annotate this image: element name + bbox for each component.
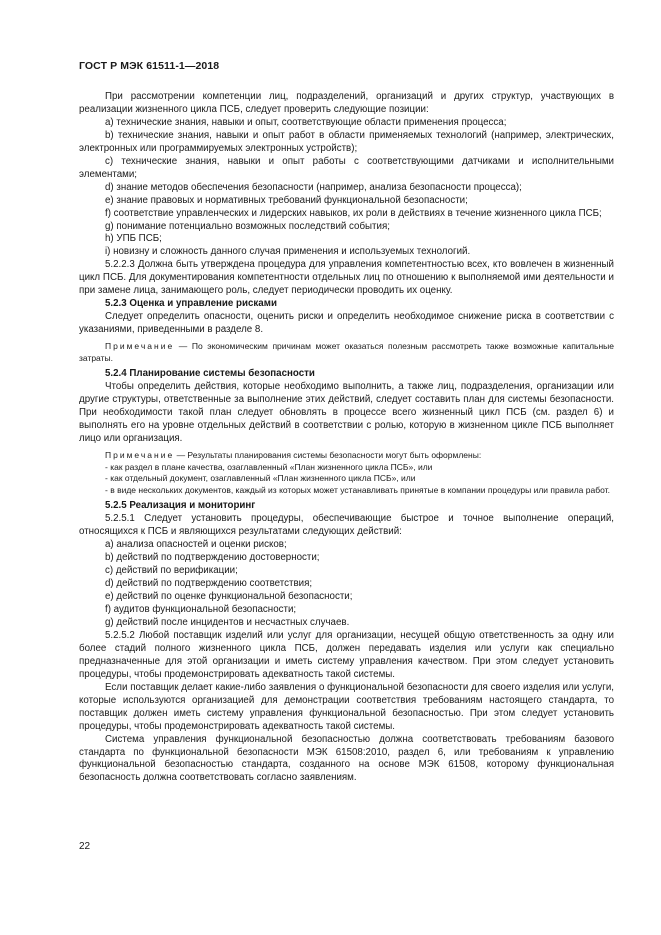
- list-item: c) действий по верификации;: [105, 565, 238, 577]
- list-item: d) действий по подтверждению соответствия;: [105, 578, 313, 590]
- list-item: h) УПБ ПСБ;: [105, 233, 162, 245]
- note-text: — Результаты планирования системы безопасности могут быть оформлены:: [174, 450, 482, 461]
- document-body: [79, 91, 614, 785]
- list-item: f) соответствие управленческих и лидерских навыков, их роли в действиях в течение жизненного цикла ПСБ;: [105, 207, 602, 219]
- list-item: a) технические знания, навыки и опыт, соответствующие области применения процесса;: [105, 116, 507, 128]
- paragraph-5-2-4: Чтобы определить действия, которые необходимо выполнить, а также лиц, подразделения, организации или другие структуры, ответственные за выполнение этих действий, следует составить план для системы безопасности. При необходимости такой план следует обновлять в процессе всего жизненный цикл ПСБ (см. раздел 6) и выполнять его на уровне отдельных действий в соответствии с ролью, которую в жизненном цикле ПСБ выполняет лицо или организация.: [79, 381, 614, 445]
- paragraph-5-2-5-1: 5.2.5.1 Следует установить процедуры, обеспечивающие быстрое и точное выполнение операций, относящихся к ПСБ и являющихся результатами следующих действий:: [79, 513, 614, 538]
- note-text: — По экономическим причинам может оказаться полезным рассмотреть также возможные капитальные затраты.: [79, 341, 614, 363]
- heading-5-2-5: 5.2.5 Реализация и мониторинг: [105, 500, 256, 512]
- list-item: a) анализа опасностей и оценки рисков;: [105, 539, 287, 551]
- note-label: Примечание: [105, 450, 175, 461]
- paragraph-5-2-3: Следует определить опасности, оценить риски и определить необходимое снижение риска в соответствии с указаниями, приведенными в разделе 8.: [79, 311, 614, 336]
- heading-5-2-3: 5.2.3 Оценка и управление рисками: [105, 298, 277, 310]
- document-header-title: ГОСТ Р МЭК 61511-1—2018: [79, 60, 220, 72]
- note-economic: [79, 341, 614, 364]
- list-item: d) знание методов обеспечения безопасности (например, анализа безопасности процесса);: [105, 181, 522, 193]
- paragraph-supplier-claims: Если поставщик делает какие-либо заявления о функциональной безопасности для своего изделия или услуги, которые используются организацией для демонстрации соответствия требованиям настоящего стандарта, то поставщик должен иметь систему управления функциональной безопасностью. При этом следует установить процедуры, чтобы продемонстрировать адекватность такой системы.: [79, 681, 614, 732]
- list-item: g) понимание потенциально возможных последствий события;: [105, 220, 390, 232]
- list-item: f) аудитов функциональной безопасности;: [105, 604, 297, 616]
- list-item: i) новизну и сложность данного случая применения и используемых технологий.: [105, 246, 471, 258]
- heading-5-2-4: 5.2.4 Планирование системы безопасности: [105, 368, 315, 380]
- paragraph-intro: При рассмотрении компетенции лиц, подразделений, организаций и других структур, участвующих в реализации жизненного цикла ПСБ, следует проверить следующие позиции:: [79, 91, 614, 115]
- list-item: b) технические знания, навыки и опыт работ в области применяемых технологий (например, электрических, электронных или программируемых электронных устройств);: [79, 129, 614, 154]
- page-number: 22: [79, 841, 91, 852]
- actions-list: [79, 539, 614, 630]
- note-list-item: - в виде нескольких документов, каждый из которых может устанавливать принятые в компании процедуры или правила работ.: [105, 484, 610, 495]
- paragraph-5-2-5-2: 5.2.5.2 Любой поставщик изделий или услуг для организации, несущей общую ответственность за одну или более стадий полного жизненного цикла ПСБ, должен передавать изделия или услуги как специально предназначенные для этой организации и иметь систему управления качеством. При этом следует установить процедуры, чтобы продемонстрировать адекватность такой системы.: [79, 629, 614, 680]
- list-item: g) действий после инцидентов и несчастных случаев.: [105, 616, 350, 628]
- paragraph-5-2-2-3: 5.2.2.3 Должна быть утверждена процедура для управления компетентностью всех, кто вовлечен в жизненный цикл ПСБ. Для документирования компетентности отдельных лиц по отношению к выполняемой ими деятельности и при замене лица, занимающего роль, следует периодически проводить их оценку.: [79, 259, 614, 297]
- paragraph-management-system: Система управления функциональной безопасностью должна соответствовать требованиям базового стандарта по функциональной безопасности МЭК 61508:2010, раздел 6, или требованиям к управлению функциональной безопасностью стандарта, созданного на основе МЭК 61508, которому функциональная безопасность должна соответствовать согласно заявлениям.: [79, 733, 614, 784]
- list-item: e) действий по оценке функциональной безопасности;: [105, 591, 353, 603]
- competence-list: [79, 117, 614, 259]
- list-item: c) технические знания, навыки и опыт работы с соответствующими датчиками и исполнительными элементами;: [79, 155, 614, 180]
- note-label: Примечание: [105, 341, 175, 352]
- note-list-item: - как отдельный документ, озаглавленный «План жизненного цикла ПСБ», или: [105, 473, 416, 484]
- list-item: e) знание правовых и нормативных требований функциональной безопасности;: [105, 194, 468, 206]
- note-list-item: - как раздел в плане качества, озаглавленный «План жизненного цикла ПСБ», или: [105, 461, 433, 472]
- list-item: b) действий по подтверждению достоверности;: [105, 552, 320, 564]
- note-planning: [79, 450, 614, 462]
